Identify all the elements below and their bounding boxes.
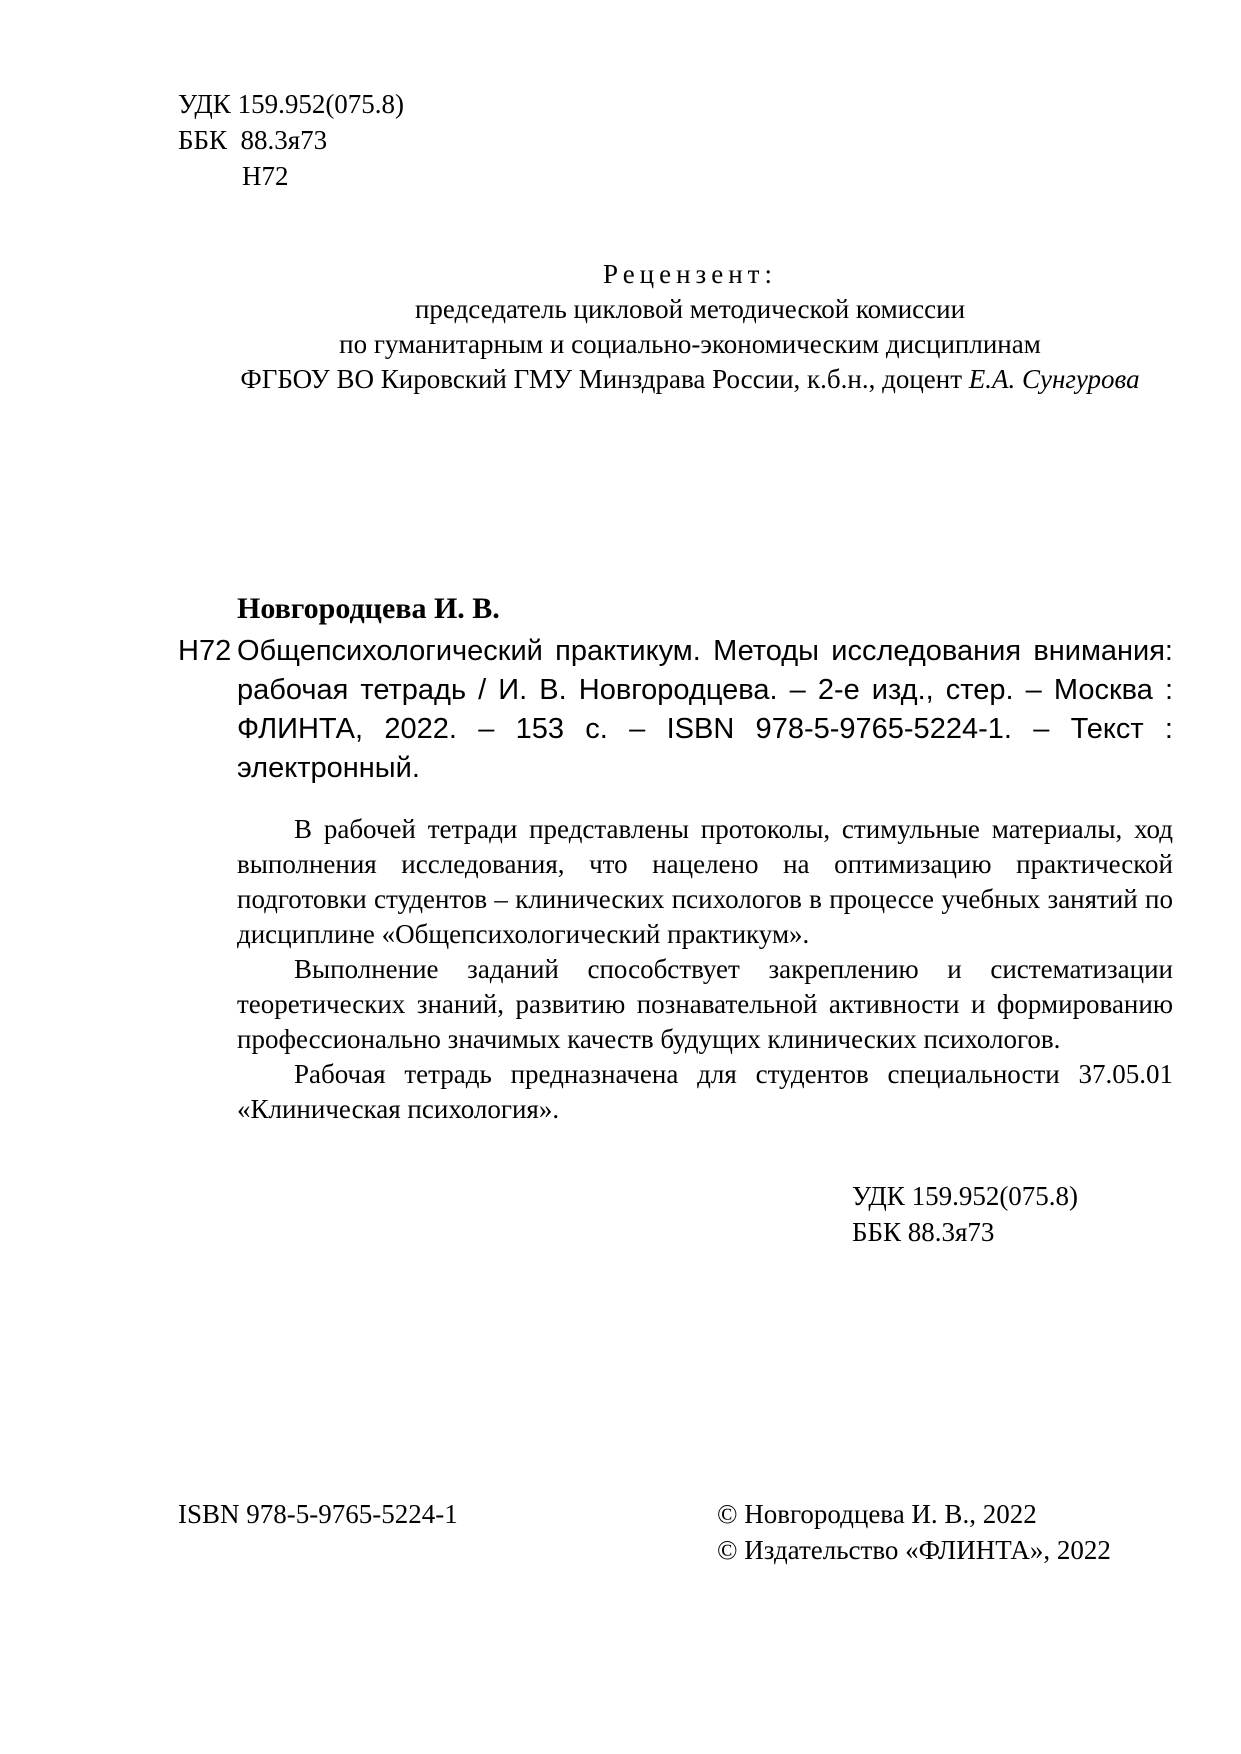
reviewer-label: Рецензент: bbox=[603, 259, 777, 289]
isbn: ISBN 978-5-9765-5224-1 bbox=[178, 1499, 458, 1529]
classification-codes-bottom bbox=[852, 1178, 1078, 1250]
reviewer-block bbox=[150, 257, 1230, 397]
author-mark: Н72 bbox=[242, 161, 289, 191]
reviewer-name: Е.А. Сунгурова bbox=[968, 364, 1140, 394]
entry-author: Новгородцева И. В. bbox=[237, 592, 500, 625]
annotation-paragraph-3: Рабочая тетрадь предназначена для студентов специальности 37.05.01 «Клиническая психология». bbox=[237, 1059, 1173, 1124]
entry-code: Н72 bbox=[178, 635, 232, 667]
reviewer-line-1: председатель цикловой методической комиссии bbox=[414, 294, 966, 324]
bibliographic-description: Общепсихологический практикум. Методы исследования внимания: рабочая тетрадь / И. В. Новгородцева. – 2-е изд., стер. – Москва : ФЛИНТА, 2022. – 153 с. – ISBN 978-5-9765-5224-1. – Текст : электронный. bbox=[237, 635, 1173, 784]
udk-code-bottom: УДК 159.952(075.8) bbox=[852, 1181, 1079, 1211]
bbk-code: ББК 88.3я73 bbox=[178, 125, 328, 155]
udk-code: УДК 159.952(075.8) bbox=[178, 89, 405, 119]
copyright-author: © Новгородцева И. В., 2022 bbox=[717, 1499, 1037, 1529]
bbk-code-bottom: ББК 88.3я73 bbox=[852, 1217, 995, 1247]
copyright-block bbox=[717, 1496, 1111, 1568]
reviewer-affiliation: ФГБОУ ВО Кировский ГМУ Минздрава России, к.б.н., доцент bbox=[240, 364, 962, 394]
annotation-paragraph-2: Выполнение заданий способствует закреплению и систематизации теоретических знаний, развитию познавательной активности и формированию профессионально значимых качеств будущих клинических психологов. bbox=[237, 954, 1173, 1054]
reviewer-line-2: по гуманитарным и социально-экономическим дисциплинам bbox=[339, 329, 1041, 359]
classification-codes-top bbox=[178, 86, 404, 194]
annotation-paragraph-1: В рабочей тетради представлены протоколы, стимульные материалы, ход выполнения исследования, что нацелено на оптимизацию практической подготовки студентов – клинических психологов в процессе учебных занятий по дисциплине «Общепсихологический практикум». bbox=[237, 814, 1173, 949]
copyright-publisher: © Издательство «ФЛИНТА», 2022 bbox=[717, 1535, 1111, 1565]
annotation bbox=[237, 812, 1173, 1127]
reviewer-line-3 bbox=[150, 362, 1230, 397]
